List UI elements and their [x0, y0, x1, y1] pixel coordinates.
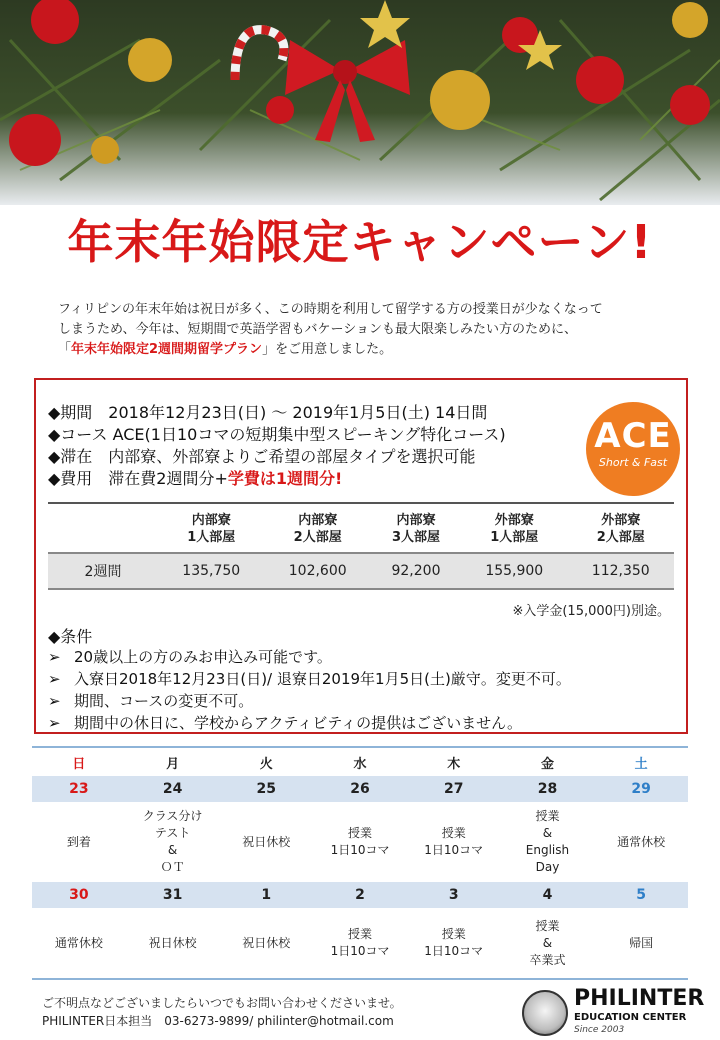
event-cell: 授業 1日10コマ — [330, 826, 390, 857]
admission-fee-note: ※入学金(15,000円)別途。 — [512, 604, 670, 619]
price-table-header-row — [48, 503, 674, 553]
week2-date-row — [32, 882, 688, 908]
price-header-inner-single: 内部寮 1人部屋 — [158, 503, 264, 553]
intro-paragraph — [58, 300, 688, 360]
arrow-bullet-icon: ➢ — [48, 648, 61, 666]
weekday-sun: 日 — [72, 756, 86, 772]
date-cell: 25 — [256, 781, 277, 797]
price-cell: 112,350 — [568, 553, 675, 589]
price-cell: 135,750 — [158, 553, 264, 589]
arrow-bullet-icon: ➢ — [48, 692, 61, 710]
event-cell: 通常休校 — [54, 935, 103, 950]
date-cell: 30 — [69, 887, 89, 903]
price-table-row — [48, 553, 674, 589]
intro-line-3 — [58, 340, 688, 360]
intro-bracket-open: 「 — [58, 342, 72, 357]
price-cell: 102,600 — [264, 553, 370, 589]
period-line: ◆期間 2018年12月23日(日) ～ 2019年1月5日(土) 14日間 — [48, 403, 488, 422]
christmas-banner-image — [0, 0, 720, 205]
condition-item: ➢ 20歳以上の方のみお申込み可能です。 — [48, 648, 332, 666]
condition-item: ➢ 期間、コースの変更不可。 — [48, 692, 254, 710]
course-line: ◆コース ACE(1日10コマの短期集中型スピーキング特化コース) — [48, 425, 506, 444]
price-table-corner — [48, 503, 158, 553]
weekday-wed: 水 — [353, 756, 367, 772]
date-cell: 2 — [355, 887, 365, 903]
intro-line-2: しまうため、今年は、短期間で英語学習もバケーションも最大限楽しみたい方のために、 — [58, 322, 577, 337]
campaign-title: 年末年始限定キャンペーン! — [67, 215, 653, 269]
ace-badge-title: ACE — [594, 416, 672, 456]
event-cell: 祝日休校 — [242, 834, 291, 849]
christmas-decoration-graphic — [0, 0, 720, 205]
event-cell: 通常休校 — [617, 834, 666, 849]
event-cell: 祝日休校 — [148, 935, 197, 950]
philinter-logo — [522, 986, 712, 1036]
date-cell: 3 — [448, 887, 459, 903]
price-cell: 155,900 — [461, 553, 567, 589]
price-header-inner-double: 内部寮 2人部屋 — [264, 503, 370, 553]
date-cell: 24 — [162, 781, 183, 797]
date-cell: 29 — [631, 781, 651, 797]
intro-line-1: フィリピンの年末年始は祝日が多く、この時期を利用して留学する方の授業日が少なくなって — [58, 302, 603, 317]
date-cell: 4 — [542, 887, 553, 903]
plan-name-highlight: 年末年始限定2週間期留学プラン — [71, 342, 263, 357]
week1-event-row — [32, 802, 688, 882]
event-cell: 授業 1日10コマ — [424, 826, 484, 857]
campaign-details-box — [34, 378, 688, 734]
weekday-tue: 火 — [259, 756, 273, 772]
ace-badge-subtitle: Short & Fast — [598, 456, 668, 469]
logo-since: Since 2003 — [574, 1025, 625, 1035]
price-header-inner-triple: 内部寮 3人部屋 — [371, 503, 461, 553]
event-cell: 授業 & English Day — [525, 809, 570, 874]
price-cell: 92,200 — [371, 553, 461, 589]
weekday-fri: 金 — [540, 756, 554, 772]
date-cell: 5 — [636, 887, 647, 903]
arrow-bullet-icon: ➢ — [48, 670, 61, 688]
conditions-title: ◆条件 — [48, 627, 93, 646]
event-cell: 授業 1日10コマ — [424, 927, 484, 958]
contact-message: ご不明点などございましたらいつでもお問い合わせくださいませ。 — [42, 996, 402, 1010]
week1-date-row — [32, 776, 688, 802]
contact-details[interactable]: PHILINTER日本担当 03-6273-9899/ philinter@hotmail.com — [42, 1014, 394, 1028]
weekday-sat: 土 — [634, 756, 648, 772]
price-table — [48, 502, 674, 590]
date-cell: 23 — [69, 781, 89, 797]
contact-info — [42, 994, 402, 1030]
philinter-emblem-icon — [522, 990, 568, 1036]
price-header-outer-single: 外部寮 1人部屋 — [461, 503, 567, 553]
date-cell: 26 — [350, 781, 370, 797]
calendar-bottom-rule — [32, 978, 688, 980]
schedule-calendar — [32, 746, 688, 980]
weekday-thu: 木 — [447, 756, 461, 772]
fee-label: ◆費用 滞在費2週間分+ — [48, 469, 228, 488]
logo-name: PHILINTER — [574, 986, 705, 1011]
date-cell: 31 — [162, 887, 183, 903]
event-cell: 祝日休校 — [242, 935, 291, 950]
event-cell: 授業 1日10コマ — [330, 927, 390, 958]
stay-line: ◆滞在 内部寮、外部寮よりご希望の部屋タイプを選択可能 — [48, 447, 476, 466]
date-cell: 28 — [537, 781, 558, 797]
arrow-bullet-icon: ➢ — [48, 714, 61, 732]
ace-course-badge — [586, 402, 680, 496]
logo-subtitle: EDUCATION CENTER — [574, 1012, 687, 1023]
date-cell: 1 — [261, 887, 272, 903]
event-cell: 到着 — [66, 834, 91, 849]
date-cell: 27 — [443, 781, 464, 797]
price-header-outer-double: 外部寮 2人部屋 — [568, 503, 675, 553]
fee-highlight: 学費は1週間分! — [227, 469, 343, 488]
fee-line — [48, 466, 342, 489]
event-cell: 帰国 — [629, 935, 654, 950]
conditions-list — [48, 646, 571, 734]
calendar-weekday-header — [32, 748, 688, 776]
intro-line-3-suffix: 」をご用意しました。 — [262, 342, 393, 357]
week2-event-row — [32, 908, 688, 978]
condition-item: ➢ 入寮日2018年12月23日(日)/ 退寮日2019年1月5日(土)厳守。変更不可。 — [48, 670, 571, 688]
price-row-label: 2週間 — [48, 553, 158, 589]
weekday-mon: 月 — [166, 756, 180, 772]
condition-item: ➢ 期間中の休日に、学校からアクティビティの提供はございません。 — [48, 714, 523, 732]
event-cell: クラス分け テスト & ＯＴ — [142, 809, 203, 874]
event-cell: 授業 & 卒業式 — [529, 918, 566, 967]
